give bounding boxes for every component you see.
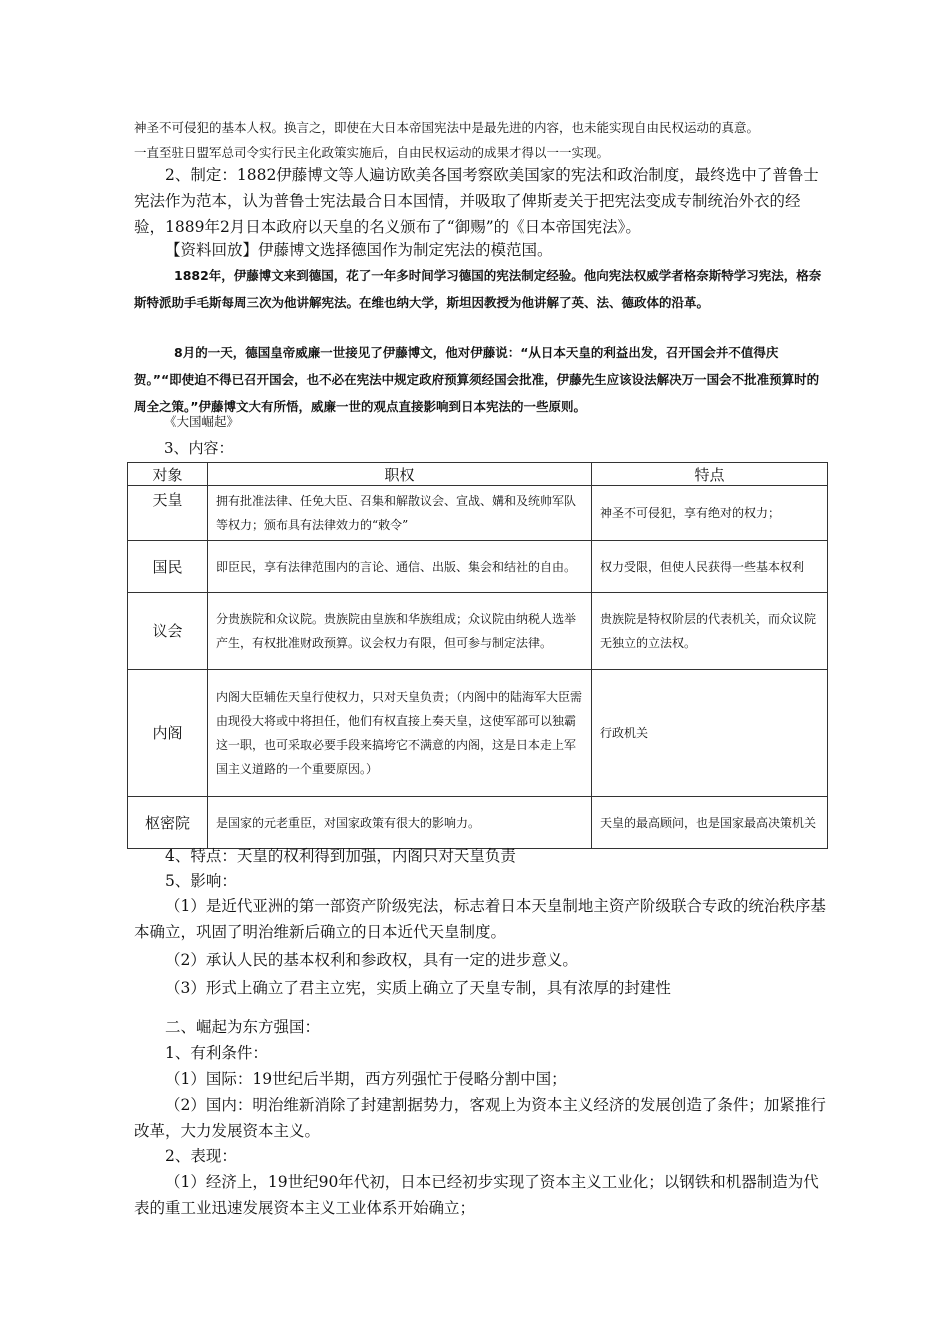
table-cell-power: 即臣民，享有法律范围内的言论、通信、出版、集会和结社的自由。	[208, 541, 592, 593]
table-row	[128, 797, 828, 849]
condition-item: （2）国内：明治维新消除了封建割据势力，客观上为资本主义经济的发展创造了条件；加紧推行改革，大力发展资本主义。	[134, 1096, 826, 1140]
section-2-paragraph: 2、制定：1882伊藤博文等人遍访欧美各国考察欧美国家的宪法和政治制度，最终选中了普鲁士宪法作为范本，认为普鲁士宪法最合日本国情，并吸取了俾斯麦关于把宪法变成专制统治外衣的经验，1889年2月日本政府以天皇的名义颁布了“御赐”的《日本帝国宪法》。	[134, 166, 819, 236]
performance-item: （1）经济上，19世纪90年代初，日本已经初步实现了资本主义工业化；以钢铁和机器制造为代表的重工业迅速发展资本主义工业体系开始确立；	[134, 1173, 819, 1217]
source-citation: 《大国崛起》	[164, 414, 240, 429]
table-row	[128, 486, 828, 541]
table-cell-feature: 天皇的最高顾问，也是国家最高决策机关	[592, 797, 828, 849]
material-paragraph-2: 8月的一天，德国皇帝威廉一世接见了伊藤博文，他对伊藤说：“从日本天皇的利益出发，召开国会并不值得庆贺。”“即使迫不得已召开国会，也不必在宪法中规定政府预算须经国会批准，伊藤先生应该设法解决万一国会不批准预算时的周全之策。”伊藤博文大有所悟，威廉一世的观点直接影响到日本宪法的一些原则。	[134, 345, 820, 414]
table-cell-feature: 权力受限，但使人民获得一些基本权利	[592, 541, 828, 593]
table-cell-power: 内阁大臣辅佐天皇行使权力，只对天皇负责；（内阁中的陆海军大臣需由现役大将或中将担任，他们有权直接上奏天皇，这使军部可以独霸这一职，也可采取必要手段来搞垮它不满意的内阁，这是日本走上军国主义道路的一个重要原因。）	[208, 670, 592, 797]
table-cell-power: 是国家的元老重臣，对国家政策有很大的影响力。	[208, 797, 592, 849]
intro-line: 一直至驻日盟军总司令实行民主化政策实施后，自由民权运动的成果才得以一一实现。	[134, 145, 610, 160]
table-cell-feature: 神圣不可侵犯，享有绝对的权力；	[592, 486, 828, 541]
table-cell-object: 天皇	[128, 486, 208, 541]
table-header-cell: 对象	[128, 463, 208, 486]
performance-list	[134, 1169, 826, 1221]
table-cell-feature: 贵族院是特权阶层的代表机关，而众议院无独立的立法权。	[592, 593, 828, 670]
section-4-line: 4、特点：天皇的权利得到加强，内阁只对天皇负责	[165, 847, 516, 865]
table-row	[128, 541, 828, 593]
table-cell-feature: 行政机关	[592, 670, 828, 797]
material-heading: 【资料回放】伊藤博文选择德国作为制定宪法的模范国。	[165, 241, 553, 259]
table-cell-object: 内阁	[128, 670, 208, 797]
condition-item: （1）国际：19世纪后半期，西方列强忙于侵略分割中国；	[165, 1070, 567, 1088]
table-row	[128, 670, 828, 797]
section-3-heading: 3、内容：	[164, 439, 234, 457]
impact-item: （1）是近代亚洲的第一部资产阶级宪法，标志着日本天皇制地主资产阶级联合专政的统治秩序基本确立，巩固了明治维新后确立的日本近代天皇制度。	[134, 897, 826, 941]
table-header-cell: 特点	[592, 463, 828, 486]
impact-item: （3）形式上确立了君主立宪，实质上确立了天皇专制，具有浓厚的封建性	[165, 979, 671, 997]
section-5-heading: 5、影响：	[165, 872, 237, 890]
performance-heading: 2、表现：	[165, 1147, 237, 1165]
intro-paragraph	[134, 115, 826, 165]
constitution-table	[127, 462, 828, 849]
table-cell-object: 议会	[128, 593, 208, 670]
table-cell-object: 枢密院	[128, 797, 208, 849]
material-paragraph-1: 1882年，伊藤博文来到德国，花了一年多时间学习德国的宪法制定经验。他向宪法权威学者格奈斯特学习宪法，格奈斯特派助手毛斯每周三次为他讲解宪法。在维也纳大学，斯坦因教授为他讲解了英、法、德政体的沿革。	[134, 268, 822, 310]
intro-line: 神圣不可侵犯的基本人权。换言之，即使在大日本帝国宪法中是最先进的内容，也未能实现自由民权运动的真意。	[134, 120, 760, 135]
table-cell-power: 拥有批准法律、任免大臣、召集和解散议会、宣战、媾和及统帅军队等权力；颁布具有法律效力的“敕令”	[208, 486, 592, 541]
table-row	[128, 593, 828, 670]
part-2-title: 二、崛起为东方强国：	[165, 1018, 321, 1036]
impact-item: （2）承认人民的基本权利和参政权，具有一定的进步意义。	[165, 951, 578, 969]
table-cell-object: 国民	[128, 541, 208, 593]
conditions-heading: 1、有利条件：	[165, 1044, 268, 1062]
conditions-list	[134, 1066, 826, 1144]
table-cell-power: 分贵族院和众议院。贵族院由皇族和华族组成；众议院由纳税人选举产生，有权批准财政预算。议会权力有限，但可参与制定法律。	[208, 593, 592, 670]
impact-list	[134, 893, 826, 1001]
table-header-row	[128, 463, 828, 486]
table-header-cell: 职权	[208, 463, 592, 486]
